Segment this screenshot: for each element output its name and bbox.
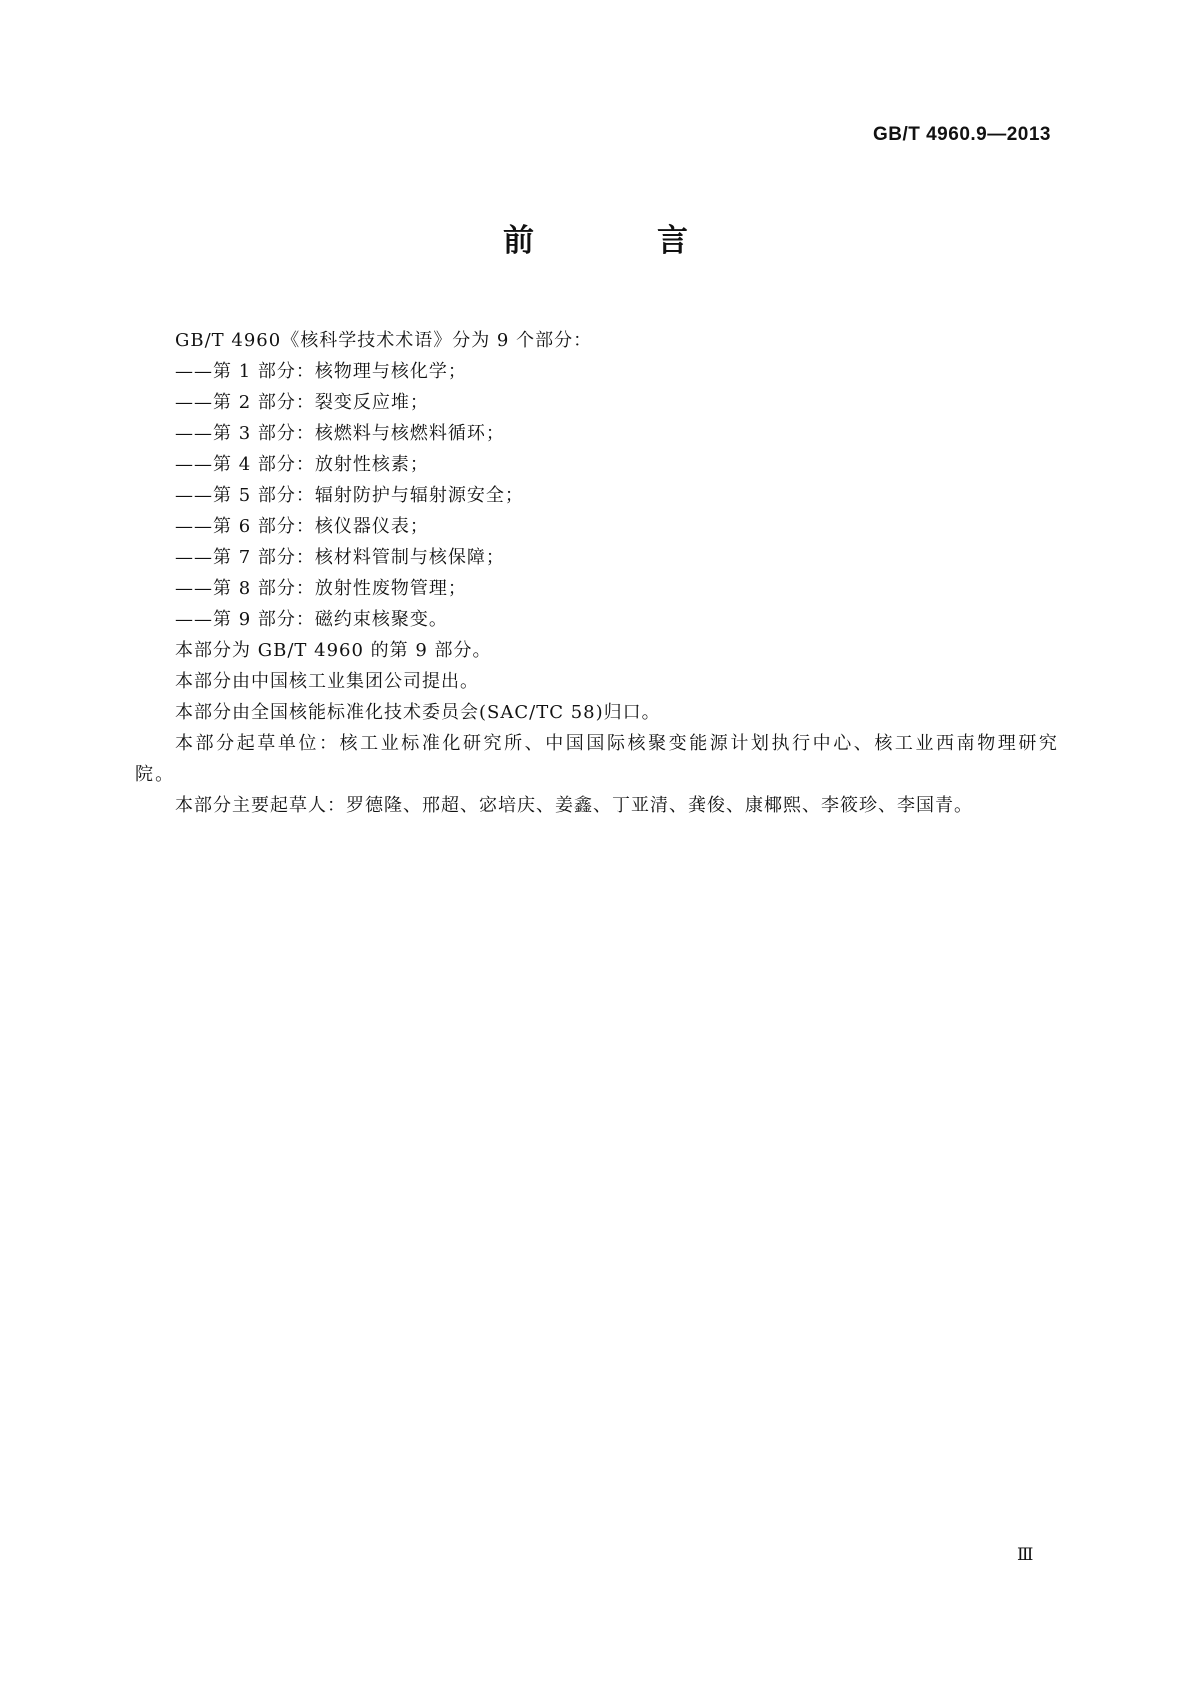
list-item: ——第 4 部分：放射性核素； bbox=[175, 454, 429, 475]
parts-list bbox=[135, 356, 1059, 635]
list-item: ——第 9 部分：磁约束核聚变。 bbox=[175, 609, 448, 630]
this-part-statement: 本部分为 GB/T 4960 的第 9 部分。 bbox=[175, 640, 492, 661]
list-item: ——第 5 部分：辐射防护与辐射源安全； bbox=[175, 485, 524, 506]
drafters-statement: 本部分主要起草人：罗德隆、邢超、宓培庆、姜鑫、丁亚清、龚俊、康椰熙、李筱珍、李国青。 bbox=[175, 795, 973, 816]
proposed-by-statement: 本部分由中国核工业集团公司提出。 bbox=[175, 671, 479, 692]
list-item: ——第 3 部分：核燃料与核燃料循环； bbox=[175, 423, 505, 444]
list-item: ——第 2 部分：裂变反应堆； bbox=[175, 392, 429, 413]
list-item: ——第 1 部分：核物理与核化学； bbox=[175, 361, 467, 382]
page-number: Ⅲ bbox=[1017, 1545, 1034, 1564]
standard-code: GB/T 4960.9—2013 bbox=[872, 124, 1051, 145]
list-item: ——第 8 部分：放射性废物管理； bbox=[175, 578, 467, 599]
page-title: 前 言 bbox=[503, 223, 734, 259]
managed-by-statement: 本部分由全国核能标准化技术委员会(SAC/TC 58)归口。 bbox=[175, 702, 661, 723]
intro-paragraph: GB/T 4960《核科学技术术语》分为 9 个部分： bbox=[175, 330, 593, 351]
list-item: ——第 7 部分：核材料管制与核保障； bbox=[175, 547, 505, 568]
list-item: ——第 6 部分：核仪器仪表； bbox=[175, 516, 429, 537]
foreword-body bbox=[135, 325, 1059, 821]
drafting-units-statement: 本部分起草单位：核工业标准化研究所、中国国际核聚变能源计划执行中心、核工业西南物理研究院。 bbox=[135, 733, 1059, 785]
